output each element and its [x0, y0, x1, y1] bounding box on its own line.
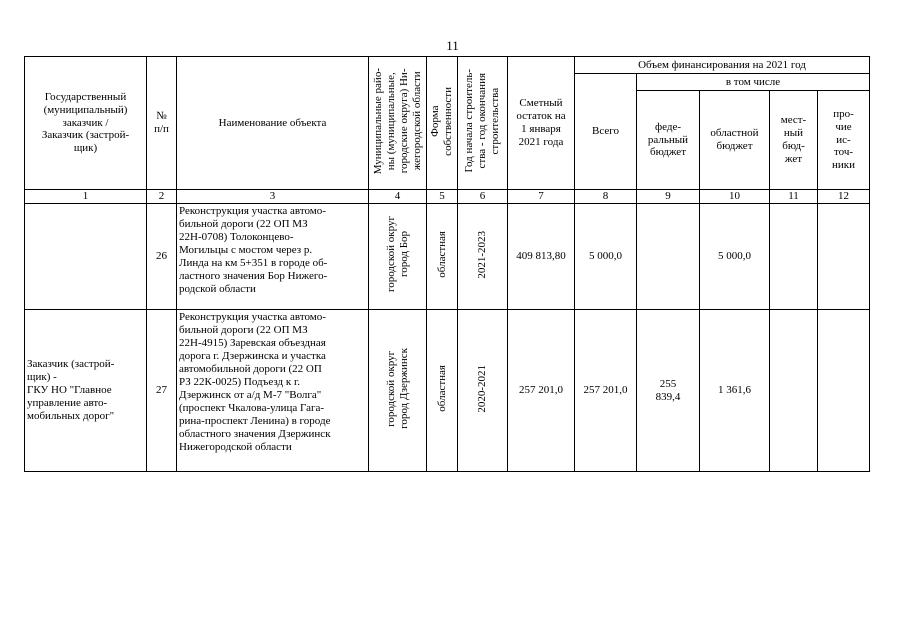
row-estimated-balance: 257 201,0 — [508, 310, 575, 472]
header-ownership: Форма собственности — [429, 86, 454, 156]
column-number: 7 — [508, 190, 575, 204]
row-ownership: областная — [435, 231, 448, 278]
row-number: 26 — [147, 204, 177, 310]
column-number: 12 — [818, 190, 870, 204]
header-customer: Государственный (муниципальный) заказчик / Заказчик (застрой- щик) — [25, 57, 147, 190]
row-customer — [25, 204, 147, 310]
header-number: № п/п — [147, 57, 177, 190]
column-number: 3 — [177, 190, 369, 204]
row-total: 5 000,0 — [575, 204, 637, 310]
row-customer: Заказчик (застрой- щик) - ГКУ НО "Главное управление авто- мобильных дорог" — [25, 310, 147, 472]
column-number: 11 — [770, 190, 818, 204]
row-municipality: городской округ город Бор — [384, 216, 410, 293]
header-years-cell — [458, 57, 508, 190]
row-total: 257 201,0 — [575, 310, 637, 472]
row-years: 2021-2023 — [476, 230, 489, 279]
row-other — [818, 204, 870, 310]
row-years-cell — [458, 310, 508, 472]
header-ownership-cell — [427, 57, 458, 190]
row-years: 2020-2021 — [476, 364, 489, 413]
row-object-name: Реконструкция участка автомо- бильной дороги (22 ОП МЗ 22Н-0708) Толоконцево- Могильцы с мостом через р. Линда на км 5+351 в городе об- ластного значения Бор Нижего- родской области — [177, 204, 369, 310]
row-federal: 255 839,4 — [637, 310, 700, 472]
row-regional: 1 361,6 — [700, 310, 770, 472]
header-object-name: Наименование объекта — [177, 57, 369, 190]
table-row — [25, 204, 870, 310]
row-years-cell — [458, 204, 508, 310]
column-number: 9 — [637, 190, 700, 204]
column-number: 6 — [458, 190, 508, 204]
column-number: 1 — [25, 190, 147, 204]
column-number: 8 — [575, 190, 637, 204]
header-other: про- чие ис- точ- ники — [818, 91, 870, 190]
row-object-name: Реконструкция участка автомо- бильной дороги (22 ОП МЗ 22Н-4915) Заревская объездная дорога г. Дзержинска и участка автомобильной дороги (22 ОП РЗ 22К-0025) Подъезд к г. Дзержинск от а/д М-7 "Волга" (проспект Чкалова-улица Гага- рина-проспект Ленина) в городе областного значения Дзержинск Нижегородской области — [177, 310, 369, 472]
row-local — [770, 204, 818, 310]
row-ownership-cell — [427, 310, 458, 472]
header-local: мест- ный бюд- жет — [770, 91, 818, 190]
row-local — [770, 310, 818, 472]
column-number: 4 — [369, 190, 427, 204]
row-municipality-cell — [369, 310, 427, 472]
row-regional: 5 000,0 — [700, 204, 770, 310]
header-financing: Объем финансирования на 2021 год — [575, 57, 870, 74]
header-total: Всего — [575, 74, 637, 190]
row-estimated-balance: 409 813,80 — [508, 204, 575, 310]
header-municipality-cell — [369, 57, 427, 190]
financing-table — [24, 56, 870, 472]
row-other — [818, 310, 870, 472]
header-municipality: Муниципальные райо- ны (муниципальные, городские округа) Ни- жегородской области — [371, 67, 423, 175]
row-municipality: городской округ город Дзержинск — [384, 348, 410, 429]
header-regional: областной бюджет — [700, 91, 770, 190]
header-including: в том числе — [637, 74, 870, 91]
column-number: 5 — [427, 190, 458, 204]
header-federal: феде- ральный бюджет — [637, 91, 700, 190]
row-federal — [637, 204, 700, 310]
column-number: 10 — [700, 190, 770, 204]
row-ownership: областная — [435, 365, 448, 412]
column-number: 2 — [147, 190, 177, 204]
page-number: 11 — [446, 38, 459, 53]
header-years: Год начала строитель- ства - год окончания строительства — [463, 69, 501, 173]
header-estimated-balance: Сметный остаток на 1 января 2021 года — [508, 57, 575, 190]
row-municipality-cell — [369, 204, 427, 310]
column-numbers-row — [25, 190, 870, 204]
row-number: 27 — [147, 310, 177, 472]
table-row — [25, 310, 870, 472]
row-ownership-cell — [427, 204, 458, 310]
